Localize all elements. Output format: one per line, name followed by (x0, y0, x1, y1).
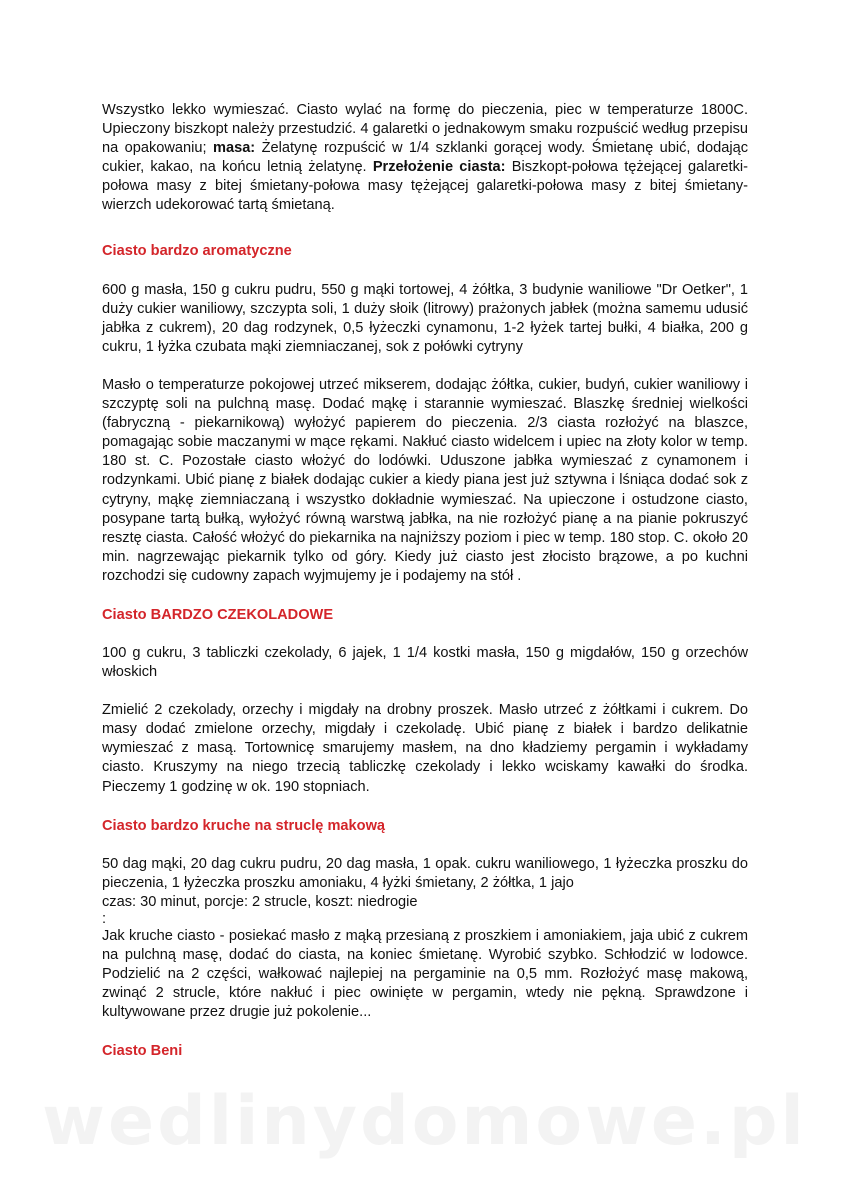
recipe-method-czekoladowe: Zmielić 2 czekolady, orzechy i migdały na drobny proszek. Masło utrzeć z żółtkami i cukrem. Do masy dodać zmielone orzechy, migdały i czekoladę. Ubić pianę z białek i bardzo delikatnie wymieszać z masą. Tortownicę smarujemy masłem, na dno kładziemy pergamin i wykładamy ciasto. Kruszymy na niego trzecią tabliczkę czekolady i lekko wciskamy kawałki do środka. Pieczemy 1 godzinę w ok. 190 stopniach. (102, 702, 748, 795)
recipe-ingredients-aromatyczne: 600 g masła, 150 g cukru pudru, 550 g mąki tortowej, 4 żółtka, 3 budynie waniliowe "Dr Oetker", 1 duży cukier waniliowy, szczypta soli, 1 duży słoik (litrowy) prażonych jabłek (można samemu udusić jabłka z cukrem), 20 dag rodzynek, 0,5 łyżeczki cynamonu, 1-2 łyżek tartej bułki, 4 białka, 200 g cukru, 1 łyżka czubata mąki ziemniaczanej, sok z połówki cytryny (102, 281, 748, 355)
intro-paragraph (102, 101, 748, 216)
document-page (102, 101, 748, 1061)
recipe-title-beni: Ciasto Beni (102, 1043, 183, 1060)
intro-text-2: Żelatynę rozpuścić w 1/4 szklanki gorącej wody. Śmietanę ubić, dodając cukier, kakao, na końcu letnią żelatynę. (102, 140, 748, 176)
intro-bold-masa: masa: (212, 140, 256, 157)
intro-text-1: Wszystko lekko wymieszać. Ciasto wylać na formę do pieczenia, piec w temperaturze 1800C. Upieczony biszkopt należy przestudzić. 4 galaretki o jednakowym smaku rozpuścić według przepisu na opakowaniu; (102, 102, 748, 157)
recipe-method-kruche: Jak kruche ciasto - posiekać masło z mąką przesianą z proszkiem i amoniakiem, jaja ubić z cukrem na pulchną masę, dodać do ciasta, na koniec śmietanę. Wyrobić szybko. Schłodzić w lodowce. Podzielić na 2 części, wałkować najlepiej na pergaminie na 0,5 mm. Rozłożyć masę makową, zwinąć 2 strucle, które nakłuć i piec owinięte w pergamin, wtedy nie pękną. Sprawdzone i kultywowane przez drugie już pokolenie... (102, 927, 748, 1021)
intro-bold-przelozenie: Przełożenie ciasta: (372, 159, 506, 176)
recipe-ingredients-czekoladowe: 100 g cukru, 3 tabliczki czekolady, 6 jajek, 1 1/4 kostki masła, 150 g migdałów, 150 g orzechów włoskich (102, 644, 748, 681)
recipe-title-aromatyczne: Ciasto bardzo aromatyczne (102, 242, 292, 259)
recipe-method-aromatyczne: Masło o temperaturze pokojowej utrzeć mikserem, dodając żółtka, cukier, budyń, cukier waniliowy i szczyptę soli na pulchną masę. Dodać mąkę i starannie wymieszać. Blaszkę średniej wielkości (fabryczną - piekarnikową) wyłożyć papierem do pieczenia. 2/3 ciasta rozłożyć na blaszce, pomagając sobie maczanymi w mące rękami. Nakłuć ciasto widelcem i upiec na złoty kolor w temp. 180 st. C. Pozostałe ciasto włożyć do lodówki. Uduszone jabłka wymieszać z cynamonem i rodzynkami. Ubić pianę z białek dodając cukier a kiedy piana jest już sztywna i lśniąca dodać sok z cytryny, mąkę ziemniaczaną i wszystko dokładnie wymieszać. Na upieczone i ostudzone ciasto, posypane tartą bułką, wyłożyć równą warstwą jabłka, na nie rozłożyć pianę a na pianie pokruszyć resztę ciasta. Całość włożyć do piekarnika na najniższy poziom i piec w temp. 180 stop. C. około 20 min. nagrzewając piekarnik tylko od góry. Kiedy już ciasto jest złocisto brązowe, a po kuchni rozchodzi się cudowny zapach wyjmujemy je i podajemy na stół . (102, 376, 748, 584)
recipe-ingredients-kruche: 50 dag mąki, 20 dag cukru pudru, 20 dag masła, 1 opak. cukru waniliowego, 1 łyżeczka proszku do pieczenia, 1 łyżeczka proszku amoniaku, 4 łyżki śmietany, 2 żółtka, 1 jajo (102, 855, 748, 891)
recipe-title-czekoladowe: Ciasto BARDZO CZEKOLADOWE (102, 606, 334, 623)
recipe-meta-kruche: czas: 30 minut, porcje: 2 strucle, koszt: niedrogie (102, 893, 418, 910)
recipe-colon-kruche: : (102, 910, 107, 927)
watermark-logo: wedlinydomowe.pl (42, 1082, 807, 1161)
intro-text-3: Biszkopt-połowa tężejącej galaretki-połowa masy z bitej śmietany-połowa masy tężejącej galaretki-połowa masy z bitej śmietany-wierzch udekorować tartą śmietaną. (102, 159, 749, 214)
recipe-title-kruche: Ciasto bardzo kruche na struclę makową (102, 817, 386, 834)
